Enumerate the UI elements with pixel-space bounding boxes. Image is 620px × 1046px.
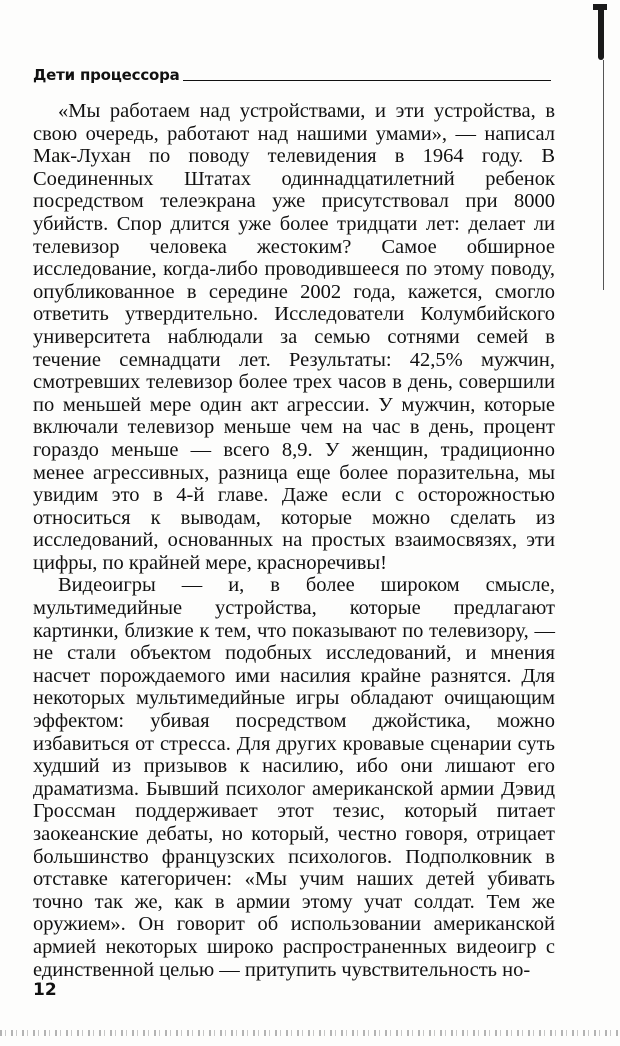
body-text <box>33 100 555 981</box>
page-edge-line <box>603 60 604 290</box>
running-head-rule <box>183 80 551 81</box>
page-edge-bar <box>598 6 604 60</box>
page-number: 12 <box>33 980 57 1000</box>
paragraph: «Мы работаем над устройствами, и эти устройства, в свою очередь, работают над нашими умами», — написал Мак-Лухан по поводу телевидения в 1964 году. В Соединенных Штатах одиннадцатилетний ребенок посредством телеэкрана уже присутствовал при 8000 убийств. Спор длится уже более тридцати лет: делает ли телевизор человека жестоким? Самое обширное исследование, когда-либо проводившееся по этому поводу, опубликованное в середине 2002 года, кажется, смогло ответить утвердительно. Исследователи Колумбийского университета наблюдали за семью сотнями семей в течение семнадцати лет. Результаты: 42,5% мужчин, смотревших телевизор более трех часов в день, совершили по меньшей мере один акт агрессии. У мужчин, которые включали телевизор меньше чем на час в день, процент гораздо меньше — всего 8,9. У женщин, традиционно менее агрессивных, разница еще более поразительна, мы увидим это в 4-й главе. Даже если с осторожностью относиться к выводам, которые можно сделать из исследований, основанных на простых взаимосвязях, эти цифры, по крайней мере, красноречивы! <box>33 100 555 574</box>
running-head <box>33 62 551 84</box>
running-head-title: Дети процессора <box>33 66 180 84</box>
paragraph: Видеоигры — и, в более широком смысле, мультимедийные устройства, которые предлагают картинки, близкие к тем, что показывают по телевизору, — не стали объектом подобных исследований, и мнения насчет порождаемого ими насилия крайне разнятся. Для некоторых мультимедийные игры обладают очищающим эффектом: убивая посредством джойстика, можно избавиться от стресса. Для других кровавые сценарии суть худший из призывов к насилию, ибо они лишают его драматизма. Бывший психолог американской армии Дэвид Гроссман поддерживает этот тезис, который питает заокеанские дебаты, но который, честно говоря, отрицает большинство французских психологов. Подполковник в отставке категоричен: «Мы учим наших детей убивать точно так же, как в армии этому учат солдат. Тем же оружием». Он говорит об использовании американской армией некоторых широко распространенных видеоигр с единственной целью — притупить чувствительность но- <box>33 574 555 981</box>
scan-edge-noise <box>0 1030 620 1036</box>
